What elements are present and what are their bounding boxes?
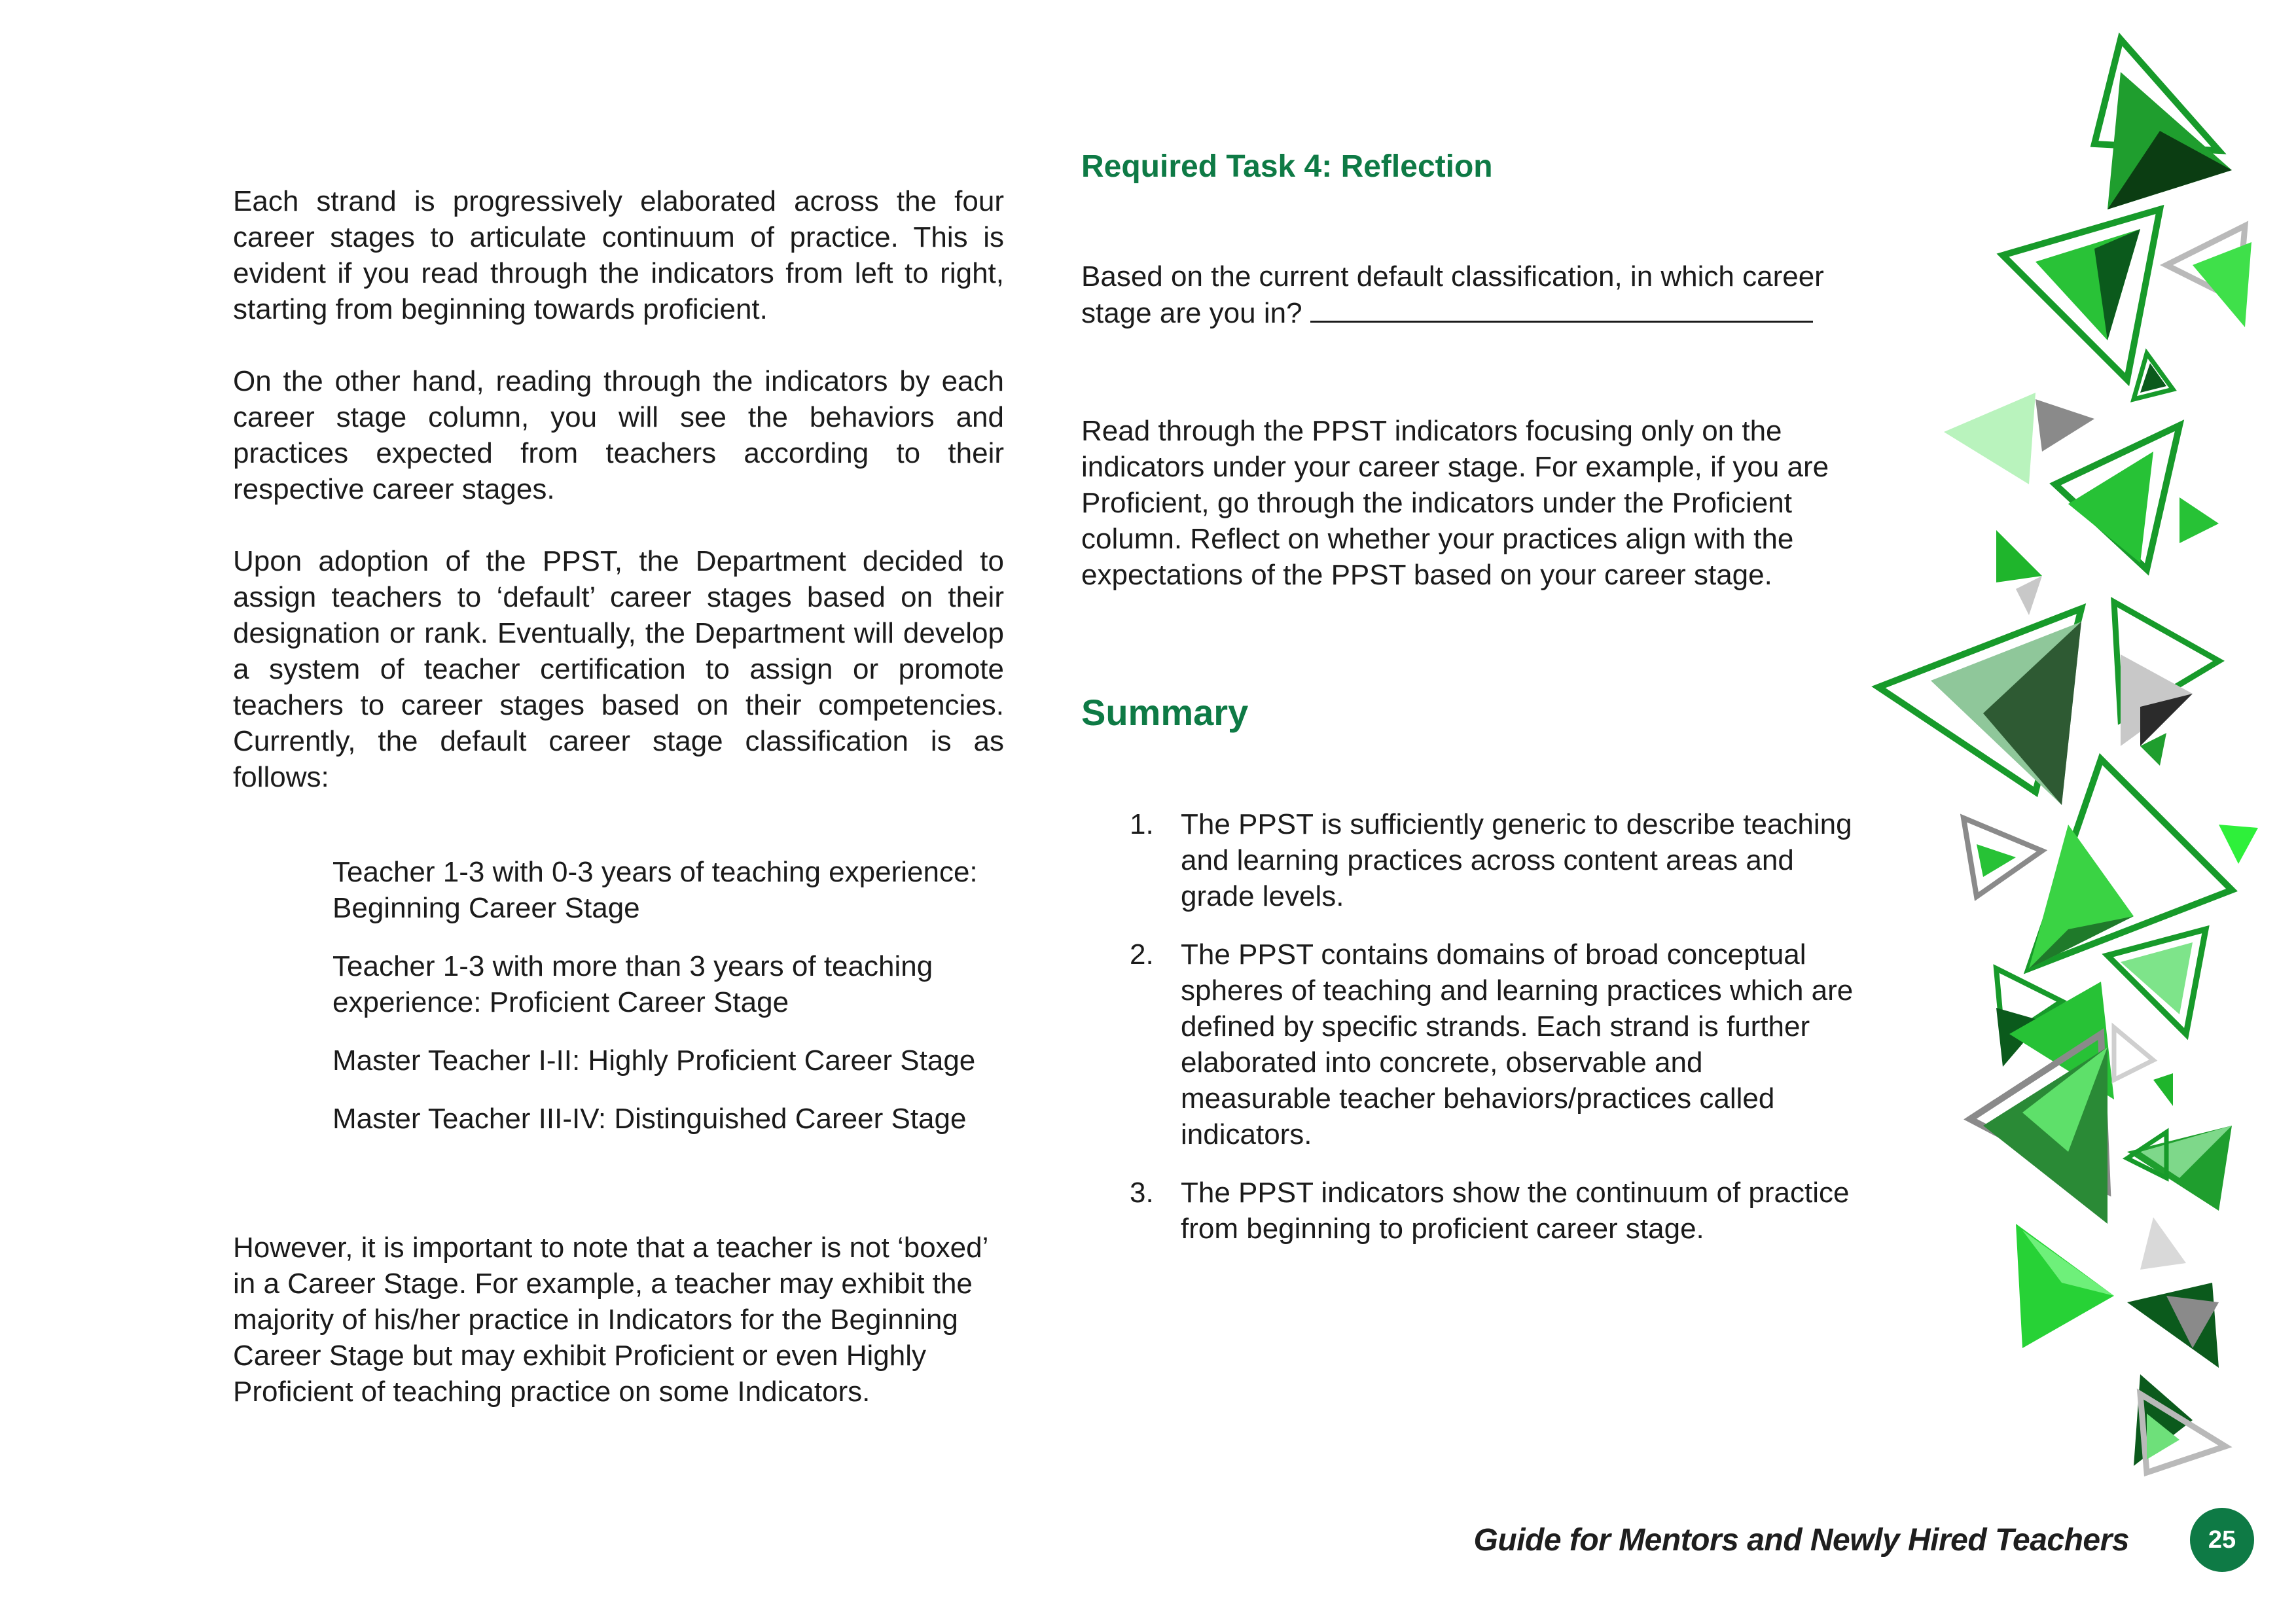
page-number-badge: 25 (2190, 1508, 2254, 1572)
spacer (233, 1159, 1004, 1230)
spacer (1081, 734, 1854, 806)
summary-heading: Summary (1081, 692, 1249, 733)
triangle-outline-icon (2114, 1027, 2153, 1080)
paragraph-default-classification: Upon adoption of the PPST, the Department decided to assign teachers to ‘default’ career stages based on their designation or rank. Eventually, the Department will develop a system of teacher certification to assign or promote teachers to career stages based on their competencies. Currently, the default career stage classification is as follows: (233, 545, 1004, 793)
list-text: The PPST indicators show the continuum of practice from beginning to proficient career stage. (1181, 1177, 1850, 1245)
list-number: 1. (1130, 808, 1154, 840)
triangle-icon (2068, 452, 2153, 563)
list-item (1081, 936, 1854, 1152)
left-column (233, 183, 1004, 1410)
triangle-icon (2179, 497, 2219, 543)
paragraph-career-stage-column: On the other hand, reading through the indicators by each career stage column, you will see the behaviors and practices expected from teachers according to their respective career stages. (233, 365, 1004, 505)
reflection-question (1081, 259, 1854, 331)
career-stage-list (332, 854, 1004, 1137)
summary-list (1081, 806, 1854, 1247)
question-text: Based on the current default classification, in which career stage are you in? (1081, 260, 1824, 329)
triangle-icon (2036, 399, 2094, 452)
task-heading: Required Task 4: Reflection (1081, 149, 1493, 184)
triangle-icon (2219, 825, 2258, 864)
list-item (1081, 806, 1854, 914)
list-item: Master Teacher I-II: Highly Proficient Career Stage (332, 1044, 976, 1077)
list-item: Teacher 1-3 with 0-3 years of teaching experience: Beginning Career Stage (332, 856, 978, 924)
green-triangle-pattern-icon (1852, 0, 2296, 1505)
list-item: Teacher 1-3 with more than 3 years of teaching experience: Proficient Career Stage (332, 950, 933, 1018)
right-column (1081, 147, 1854, 1269)
triangle-icon (1996, 530, 2042, 582)
spacer (1081, 593, 1854, 691)
spacer (1081, 331, 1854, 413)
list-number: 2. (1130, 938, 1154, 971)
triangle-icon (2140, 1217, 2186, 1270)
list-text: The PPST contains domains of broad conceptual spheres of teaching and learning practices which are defined by specific strands. Each strand is further elaborated into concrete, observable and measurable teacher behaviors/practices called indicators. (1181, 938, 1854, 1150)
triangle-icon (2016, 576, 2042, 615)
spacer (233, 507, 1004, 543)
reflection-instruction: Read through the PPST indicators focusing only on the indicators under your career stage. For example, if you are Proficient, go through the indicators under the Proficient column. Reflect on whether your practices align with the expectations of the PPST based on your career stage. (1081, 415, 1829, 591)
footer-guide-title: Guide for Mentors and Newly Hired Teachers (1473, 1523, 2129, 1558)
list-item: Master Teacher III-IV: Distinguished Career Stage (332, 1103, 967, 1135)
list-item (1081, 1175, 1854, 1247)
spacer (1081, 187, 1854, 259)
spacer (233, 327, 1004, 363)
triangle-icon (1944, 393, 2036, 484)
answer-blank[interactable] (1310, 294, 1813, 323)
paragraph-not-boxed: However, it is important to note that a teacher is not ‘boxed’ in a Career Stage. For example, a teacher may exhibit the majority of his/her practice in Indicators for the Beginning Career Stage but may exhibit Proficient or even Highly Proficient of teaching practice on some Indicators. (233, 1232, 988, 1408)
triangle-icon (2153, 1073, 2173, 1106)
list-text: The PPST is sufficiently generic to describe teaching and learning practices across content areas and grade levels. (1181, 808, 1852, 912)
paragraph-strand-elaboration: Each strand is progressively elaborated across the four career stages to articulate continuum of practice. This is evident if you read through the indicators from left to right, starting from beginning towards proficient. (233, 185, 1004, 325)
list-number: 3. (1130, 1177, 1154, 1209)
